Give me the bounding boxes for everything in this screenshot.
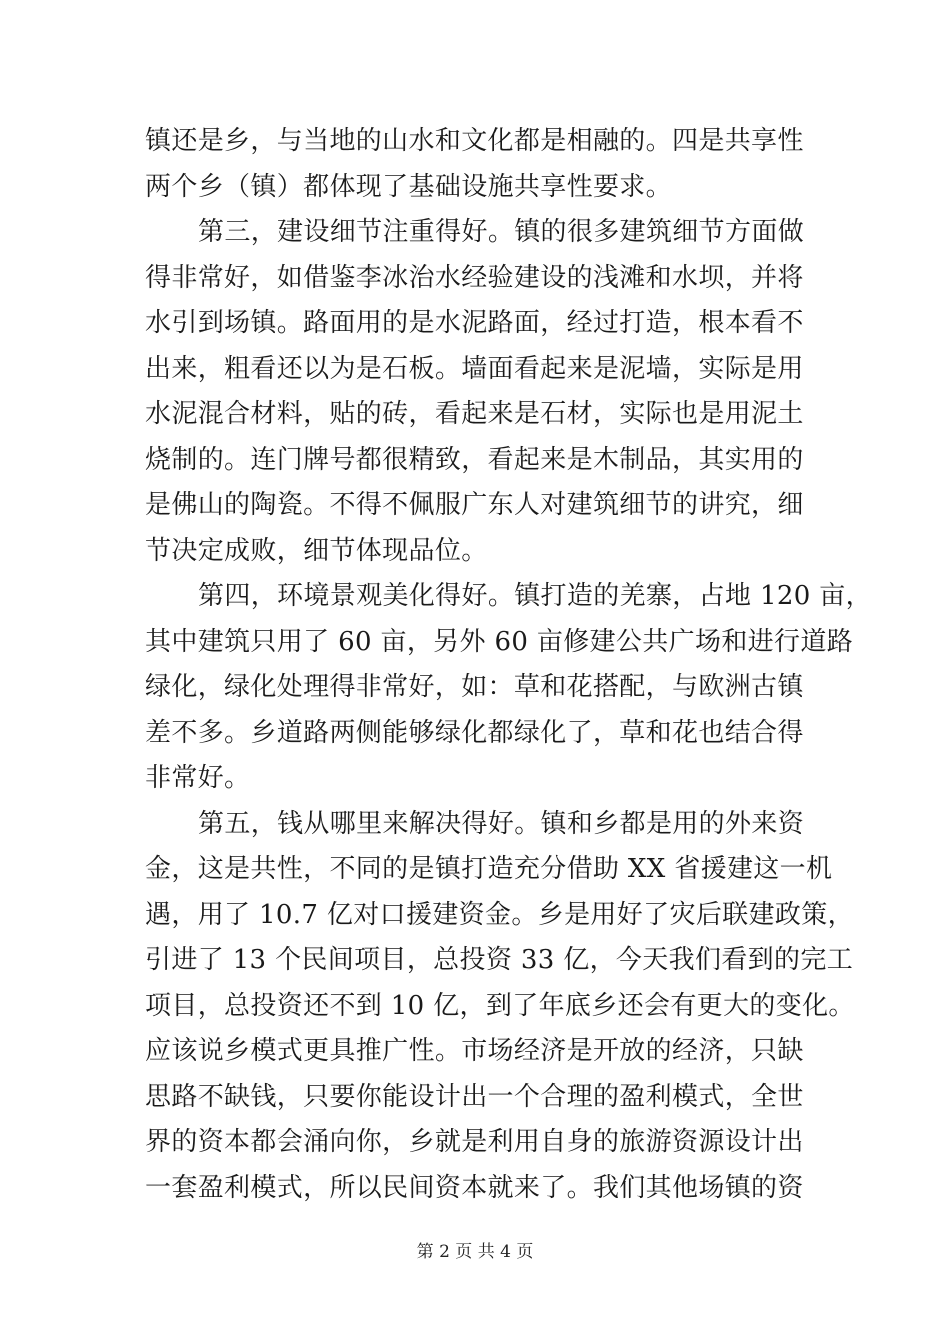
text-line: 烧制的。连门牌号都很精致，看起来是木制品，其实用的 — [145, 444, 804, 475]
text-line: 非常好。 — [145, 763, 251, 793]
text-line: 得非常好，如借鉴李冰治水经验建设的浅滩和水坝，并将 — [145, 262, 804, 293]
text-line: 是佛山的陶瓷。不得不佩服广东人对建筑细节的讲究，细 — [145, 490, 804, 520]
text-line: 一套盈利模式，所以民间资本就来了。我们其他场镇的资 — [145, 1172, 804, 1203]
text-line: 水引到场镇。路面用的是水泥路面，经过打造，根本看不 — [145, 308, 804, 338]
paragraph-start-line: 第三，建设细节注重得好。镇的很多建筑细节方面做 — [198, 217, 805, 247]
text-line: 两个乡（镇）都体现了基础设施共享性要求。 — [145, 171, 673, 202]
text-line: 界的资本都会涌向你，乡就是利用自身的旅游资源设计出 — [145, 1127, 804, 1157]
text-line: 项目，总投资还不到 10 亿，到了年底乡还会有更大的变化。 — [145, 990, 855, 1021]
text-line: 绿化，绿化处理得非常好，如：草和花搭配，与欧洲古镇 — [145, 672, 804, 702]
text-line: 引进了 13 个民间项目，总投资 33 亿，今天我们看到的完工 — [145, 945, 854, 975]
paragraph-start-line: 第五，钱从哪里来解决得好。镇和乡都是用的外来资 — [198, 808, 805, 839]
page-number-footer: 第 2 页 共 4 页 — [416, 1242, 534, 1262]
text-line: 水泥混合材料，贴的砖，看起来是石材，实际也是用泥土 — [145, 399, 804, 429]
paragraph-start-line: 第四，环境景观美化得好。镇打造的羌寨，占地 120 亩， — [198, 581, 872, 611]
text-line: 出来，粗看还以为是石板。墙面看起来是泥墙，实际是用 — [145, 353, 804, 384]
text-line: 思路不缺钱，只要你能设计出一个合理的盈利模式，全世 — [145, 1081, 804, 1112]
text-line: 金，这是共性，不同的是镇打造充分借助 XX 省援建这一机 — [145, 854, 833, 884]
text-line: 其中建筑只用了 60 亩，另外 60 亩修建公共广场和进行道路 — [145, 626, 854, 657]
text-line: 差不多。乡道路两侧能够绿化都绿化了，草和花也结合得 — [145, 717, 804, 748]
text-line: 应该说乡模式更具推广性。市场经济是开放的经济，只缺 — [145, 1036, 804, 1066]
text-line: 镇还是乡，与当地的山水和文化都是相融的。四是共享性 — [145, 126, 804, 156]
text-line: 节决定成败，细节体现品位。 — [145, 535, 488, 566]
text-line: 遇，用了 10.7 亿对口援建资金。乡是用好了灾后联建政策， — [145, 899, 854, 930]
body-text — [145, 119, 872, 1211]
